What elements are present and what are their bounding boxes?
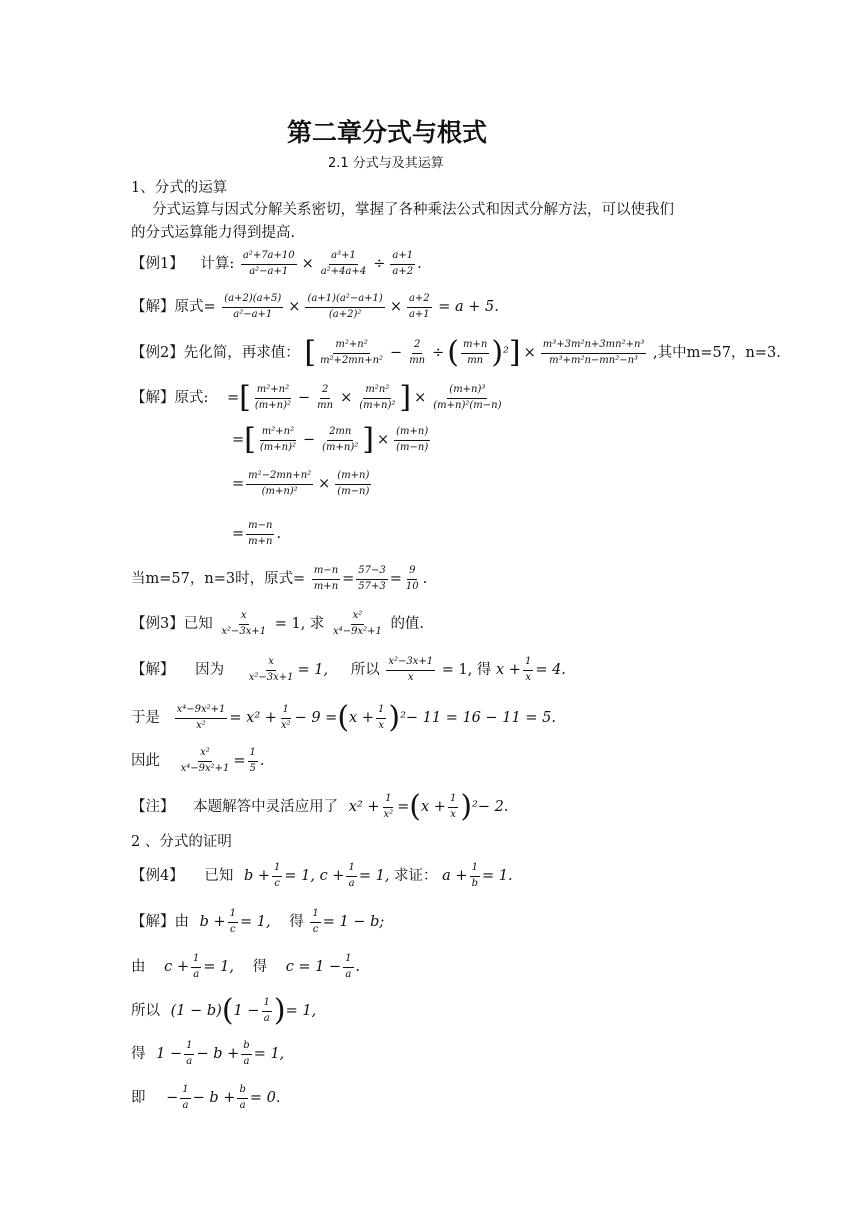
solution-4-line1: 【解】由 b + $\frac{1}{c}$ = 1, 得 $\frac{1}{c}$ = 1 − b; — [131, 908, 385, 935]
solution-2-eval-prefix: 当m=57，n=3时，原式= — [131, 571, 306, 587]
example-2 — [131, 335, 781, 370]
solution-3-line1: 【解】 因为 $\frac{x}{\text{x²−3x+1}}$ = 1, 所以 $\frac{\text{x²−3x+1}}{x}$ = 1, 得 x + $\frac{1}{x}$ = 4. — [131, 656, 566, 683]
solution-4-line2: 由 c + $\frac{1}{a}$ = 1, 得 c = 1 − $\frac{1}{a}$ . — [131, 953, 361, 980]
intro-paragraph-line1: 分式运算与因式分解关系密切，掌握了各种乘法公式和因式分解方法，可以使我们 — [152, 202, 674, 218]
example-3-label: 【例3】已知 — [131, 616, 213, 632]
solution-3-get: = 1, 得 — [441, 662, 492, 678]
solution-3-because: 因为 — [195, 662, 225, 678]
solution-4-so: 所以 — [131, 1003, 160, 1019]
solution-3-so: 所以 — [350, 662, 380, 678]
solution-4-you: 由 — [131, 959, 146, 975]
note-label: 【注】 — [131, 799, 175, 815]
note: 【注】 本题解答中灵活应用了 x² + $\frac{1}{\text{x²}}$ =(x + $\frac{1}{x}$ )²− 2. — [131, 789, 509, 824]
solution-4-get-3: 得 — [131, 1046, 146, 1062]
solution-1 — [131, 293, 499, 321]
page-title: 第二章分式与根式 — [287, 118, 488, 147]
example-1-formula: $\frac{\text{a²+7a+10}}{\text{a²−a+1}}$ × $\frac{\text{a³+1}}{\text{a²+4a+4}}$ ÷ $\frac{a+1}{a+2}$ . — [242, 250, 422, 277]
solution-2-line3: = $\frac{\text{m²−2mn+n²}}{\text{(m+n)²}}$ × $\frac{(m+n)}{(m-n)}$ — [232, 470, 370, 497]
solution-3-label: 【解】 — [131, 662, 175, 678]
solution-4-get: 得 — [289, 914, 304, 930]
solution-1-formula: $\frac{(a+2)(a+5)}{\text{a²−a+1}}$ × $\frac{\text{(a+1)(a²−a+1)}}{\text{(a+2)²}}$ × $\frac{a+2}{a+1}$ — [224, 293, 430, 320]
solution-2-line4: = $\frac{m-n}{m+n}$ . — [232, 520, 282, 547]
note-text: 本题解答中灵活应用了 — [193, 799, 339, 815]
solution-2-line2: =[ $\frac{\text{m²+n²}}{\text{(m+n)²}}$ − $\frac{2mn}{\text{(m+n)²}}$ ] × $\frac{(m+n)}{(m-n)}$ — [232, 422, 429, 457]
solution-4-line3: 所以 (1 − b)(1 − $\frac{1}{a}$ )= 1, — [131, 993, 317, 1028]
solution-4-get-2: 得 — [252, 959, 268, 975]
example-2-formula: [ $\frac{\text{m²+n²}}{\text{m²+2mn+n²}}$ − $\frac{2}{mn}$ ÷ ( $\frac{m+n}{mn}$ )²] × $\frac{\text{m³+3m²n+3mn²+n³}}{\text{m³+m²n−mn²−n³}}$ — [304, 335, 645, 370]
example-2-condition: ,其中m=57，n=3. — [653, 345, 781, 361]
example-4: 【例4】 已知 b + $\frac{1}{c}$ = 1, c + $\frac{1}{a}$ = 1, 求证： a + $\frac{1}{b}$ = 1. — [131, 862, 513, 889]
solution-4-line5: 即 − $\frac{1}{a}$ − b + $\frac{b}{a}$ = 0. — [131, 1084, 281, 1111]
solution-2-label: 【解】原式: — [131, 390, 209, 406]
solution-4-line4: 得 1 − $\frac{1}{a}$ − b + $\frac{b}{a}$ = 1, — [131, 1040, 285, 1067]
example-4-prove: 求证： — [394, 868, 438, 884]
example-3: 【例3】已知 $\frac{x}{\text{x²−3x+1}}$ = 1, 求 $\frac{\text{x²}}{\text{x⁴−9x²+1}}$ 的值. — [131, 610, 425, 637]
intro-paragraph-line2: 的分式运算能力得到提高. — [131, 225, 296, 241]
example-1-text: 计算: — [200, 256, 235, 272]
solution-3-line3: 因此 $\frac{\text{x²}}{\text{x⁴−9x²+1}}$ = $\frac{1}{5}$ . — [131, 747, 265, 774]
example-1 — [131, 250, 422, 278]
section-heading-2: 2 、分式的证明 — [131, 834, 232, 850]
example-3-end: 的值. — [390, 616, 425, 632]
solution-4-ji: 即 — [131, 1090, 146, 1106]
solution-2-evaluation: 当m=57，n=3时，原式= $\frac{m-n}{m+n}$ = $\frac{57-3}{57+3}$ = $\frac{9}{10}$ . — [131, 565, 428, 592]
solution-4-label: 【解】由 — [131, 914, 189, 930]
solution-2-line1: 【解】原式: =[ $\frac{\text{m²+n²}}{\text{(m+n)²}}$ − $\frac{2}{mn}$ × $\frac{\text{m²n²}}{\text{(m+n)²}}$ ] × $\frac{\text{(m+n)³}}{\text{(m+n)²(m−n)}}$ — [131, 380, 502, 415]
section-subtitle: 2.1 分式与及其运算 — [328, 156, 444, 171]
example-2-label: 【例2】先化简，再求值： — [131, 345, 300, 361]
solution-3-then: 于是 — [131, 710, 160, 726]
example-1-label: 【例1】 — [131, 256, 184, 272]
example-4-text: 已知 — [204, 868, 234, 884]
solution-1-label: 【解】原式= — [131, 299, 216, 315]
example-3-mid: = 1, 求 — [274, 616, 325, 632]
example-4-label: 【例4】 — [131, 868, 184, 884]
solution-3-hence: 因此 — [131, 753, 160, 769]
section-heading-1: 1、分式的运算 — [131, 180, 228, 196]
solution-3-line2: 于是 $\frac{\text{x⁴−9x²+1}}{\text{x²}}$ = x² + $\frac{1}{\text{x²}}$ − 9 =(x + $\frac{1}{x}$ )²− 11 = 16 − 11 = 5. — [131, 700, 556, 735]
solution-1-result: = a + 5. — [438, 299, 499, 315]
